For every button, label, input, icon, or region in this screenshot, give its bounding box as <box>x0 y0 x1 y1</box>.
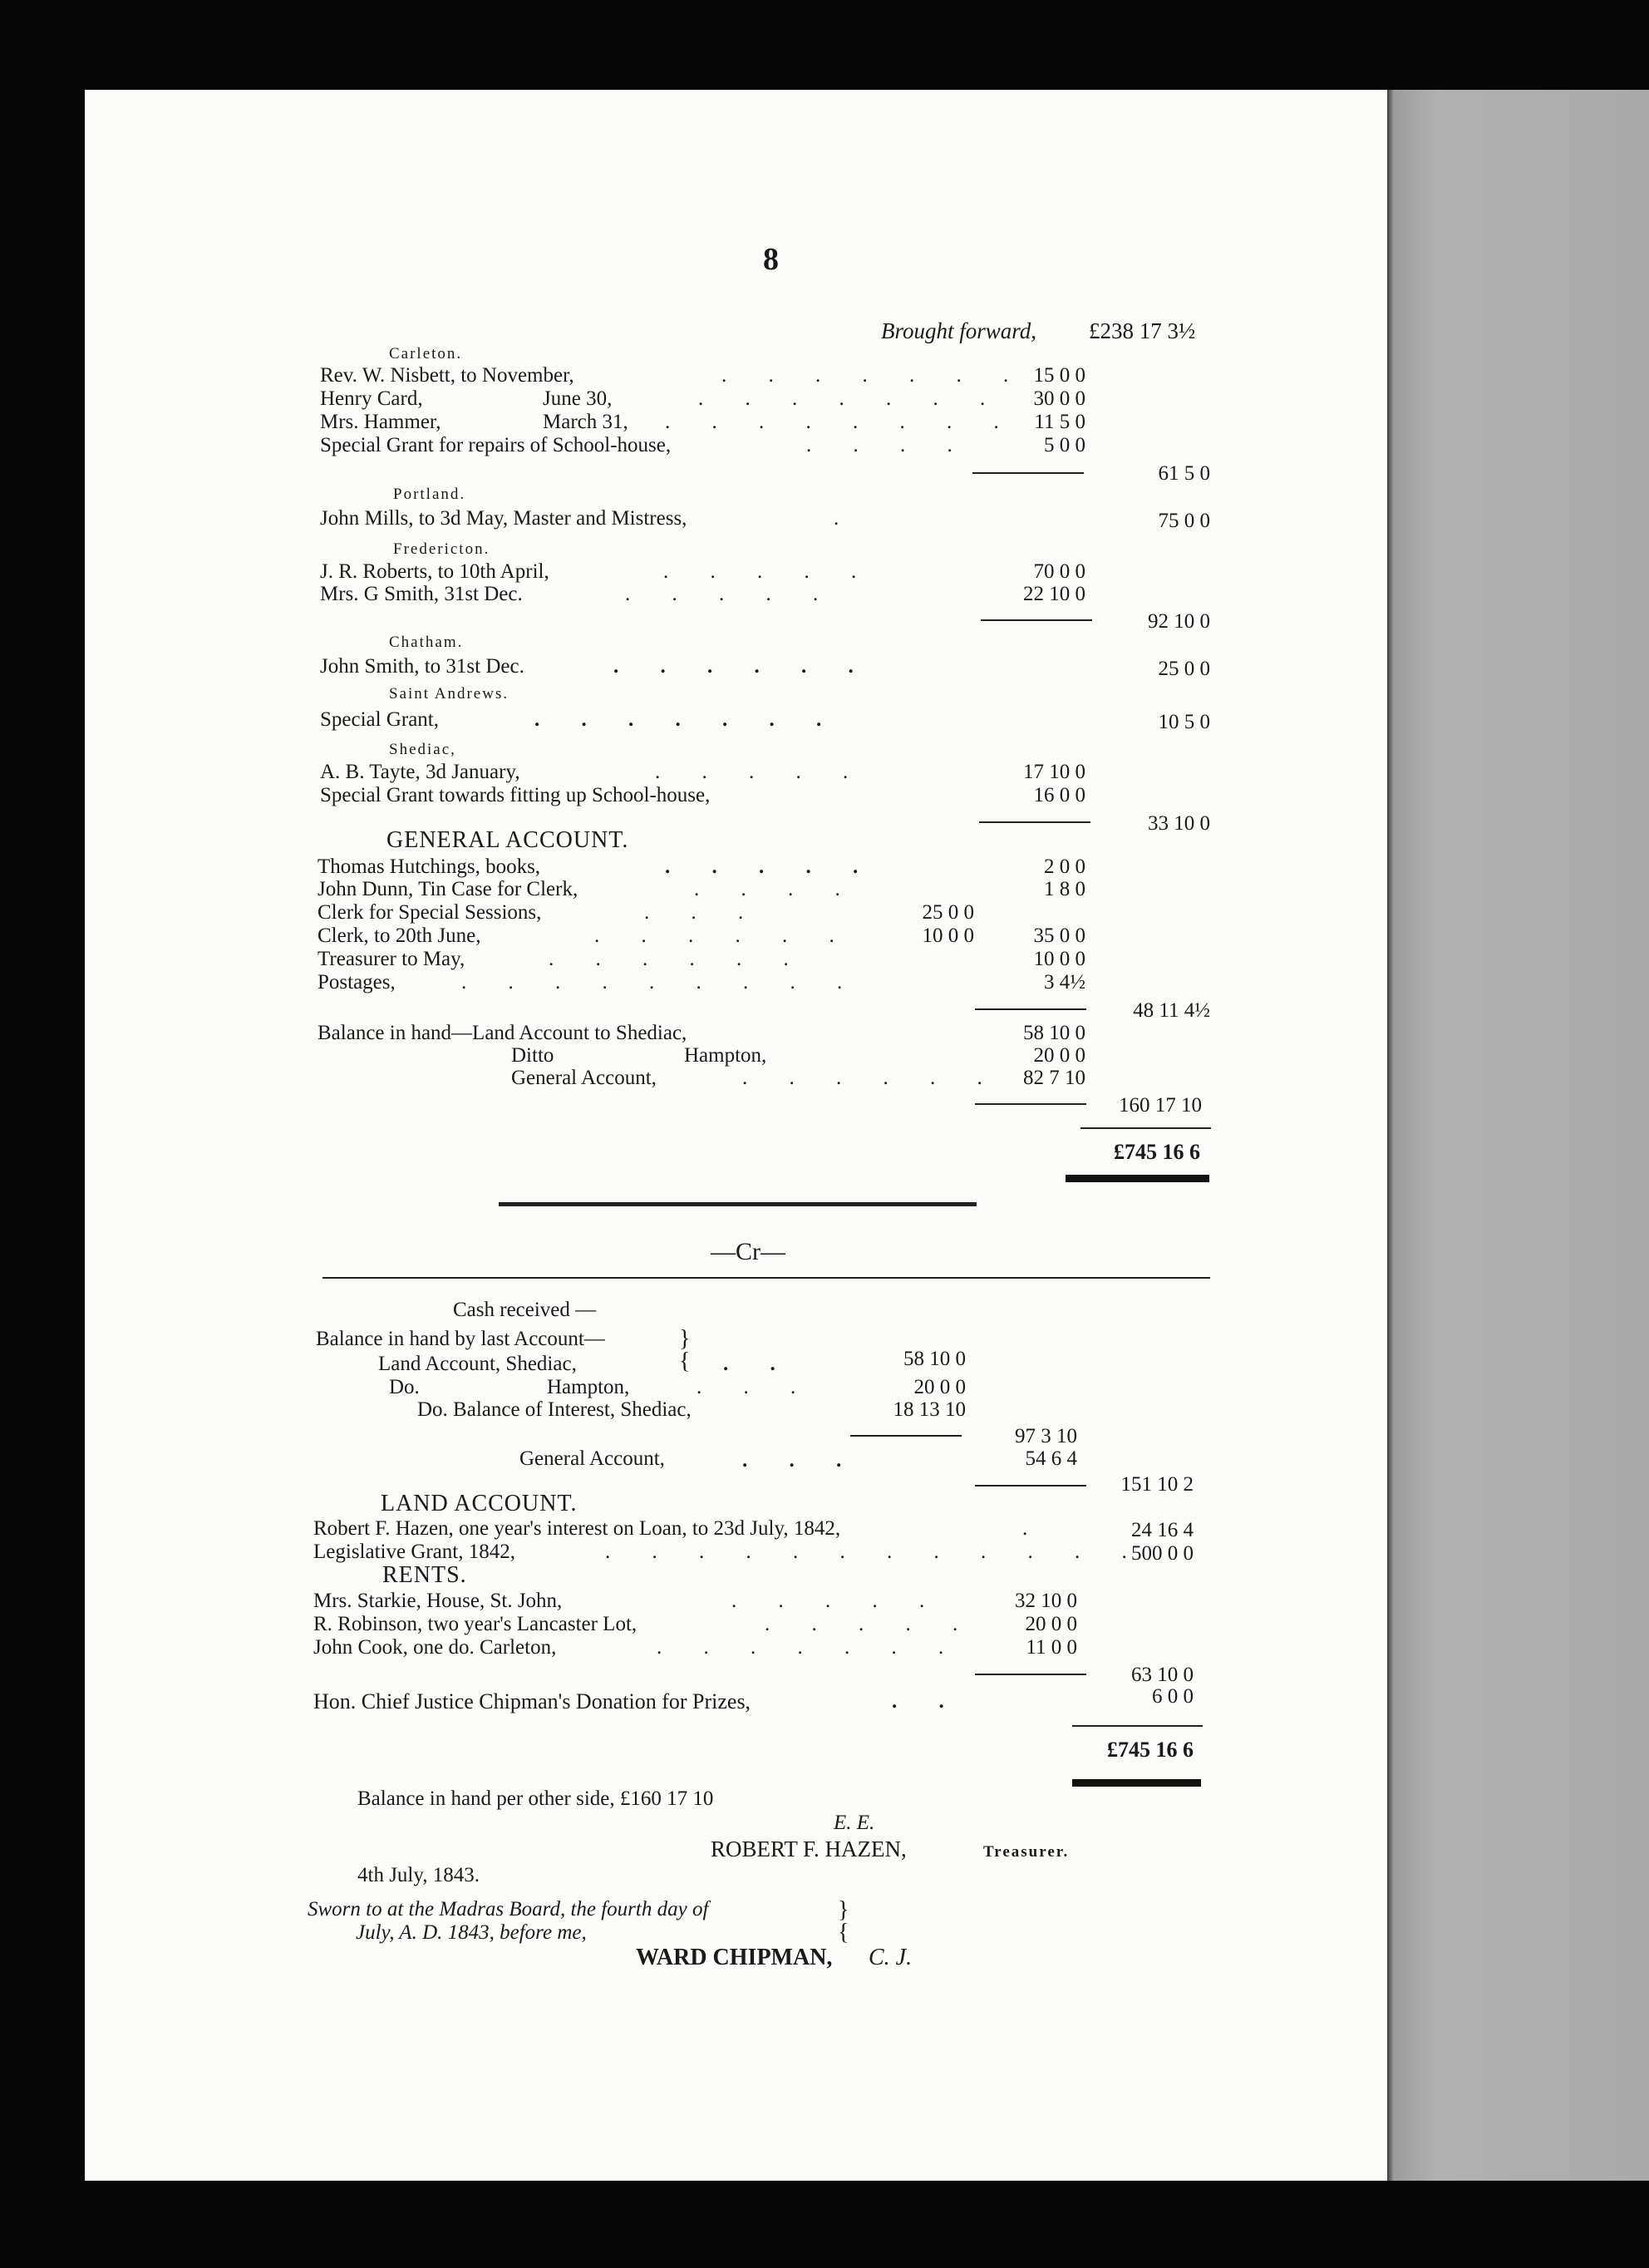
brace: { <box>838 1920 849 1945</box>
subtotal-rule <box>979 821 1090 823</box>
subtotal-rule <box>975 1485 1086 1487</box>
ledger-entry-name: Do. Balance of Interest, Shediac, <box>417 1398 692 1421</box>
ledger-entry-name: Land Account, Shediac, <box>378 1353 577 1375</box>
ledger-entry-name: Special Grant for repairs of School-house, <box>320 434 672 456</box>
section-total: 160 17 10 <box>1119 1094 1202 1117</box>
ledger-entry-amount: 58 10 0 <box>1023 1022 1085 1044</box>
ledger-entry-amount: 70 0 0 <box>1033 560 1085 583</box>
section-total: 500 0 0 <box>1131 1542 1194 1565</box>
ledger-entry-amount: 15 0 0 <box>1033 364 1085 387</box>
ledger-entry-amount: 10 0 0 <box>1033 948 1085 970</box>
ledger-entry-amount: 5 0 0 <box>1044 434 1085 456</box>
ledger-entry-amount: 20 0 0 <box>1033 1044 1085 1067</box>
dotted-leader: . . . <box>742 1449 860 1472</box>
ledger-entry-name: R. Robinson, two year's Lancaster Lot, <box>313 1613 637 1635</box>
ledger-entry-name: Do. <box>389 1376 420 1398</box>
ledger-entry-amount: 82 7 10 <box>1023 1067 1085 1089</box>
subtotal-rule <box>972 472 1084 474</box>
subtotal-rule <box>850 1435 962 1437</box>
ledger-entry-name: Clerk, to 20th June, <box>317 924 481 947</box>
ledger-entry-period: June 30, <box>543 387 613 410</box>
dotted-leader: . . . . . . . <box>721 364 1027 387</box>
dotted-leader: . . . . . . . . . <box>461 971 861 993</box>
brought-forward-amount: £238 17 3½ <box>1089 318 1196 343</box>
subtotal-rule <box>975 1103 1086 1105</box>
dotted-leader: . . . . . . . . <box>665 411 1017 433</box>
dotted-leader: . . . . <box>694 878 859 900</box>
dotted-leader: . . . . . . . . . . . . <box>605 1541 1145 1563</box>
ledger-entry-name: Special Grant towards fitting up School-house, <box>320 784 711 806</box>
ledger-entry-amount: 17 10 0 <box>1023 761 1085 783</box>
credit-rule <box>322 1277 1210 1279</box>
dotted-leader: . . . . . <box>731 1590 943 1612</box>
dotted-leader: . . . . . . <box>594 924 853 947</box>
section-total: 10 5 0 <box>1158 711 1210 733</box>
ledger-entry-amount: 1 8 0 <box>1044 878 1085 900</box>
section-total: 75 0 0 <box>1158 510 1210 532</box>
ledger-entry-amount: 11 5 0 <box>1034 411 1085 433</box>
section-heading-chatham: Chatham. <box>389 634 464 651</box>
section-heading-shediac: Shediac, <box>389 741 456 758</box>
ledger-entry-name: Thomas Hutchings, books, <box>317 855 541 878</box>
balance-last-label: Balance in hand by last Account— <box>316 1328 605 1350</box>
dotted-leader: . . . . . <box>655 761 867 783</box>
ledger-entry-name: Mrs. Hammer, <box>320 411 441 433</box>
ledger-entry-amount: 16 0 0 <box>1033 784 1085 806</box>
section-total: 63 10 0 <box>1131 1664 1194 1686</box>
ledger-entry-name: General Account, <box>519 1447 665 1470</box>
brace: } <box>679 1326 691 1352</box>
ledger-entry-name: Rev. W. Nisbett, to November, <box>320 364 574 387</box>
signer-title: C. J. <box>869 1945 913 1970</box>
section-heading-rents: RENTS. <box>382 1562 467 1588</box>
section-total: 92 10 0 <box>1148 610 1210 633</box>
total-rule <box>1072 1725 1203 1727</box>
dotted-leader: . . . . . . . <box>534 708 840 731</box>
signer-name: WARD CHIPMAN, <box>636 1945 833 1970</box>
ledger-entry-name: John Mills, to 3d May, Master and Mistress, <box>320 507 687 530</box>
section-total: 48 11 4½ <box>1133 999 1210 1022</box>
ledger-entry-amount: 11 0 0 <box>1026 1636 1077 1659</box>
ledger-entry-name: Legislative Grant, 1842, <box>313 1541 515 1563</box>
ledger-entry-name: Clerk for Special Sessions, <box>317 901 542 924</box>
section-heading-fredericton: Fredericton. <box>393 540 490 558</box>
ledger-entry-name: John Cook, one do. Carleton, <box>313 1636 557 1659</box>
report-date: 4th July, 1843. <box>357 1864 480 1886</box>
ledger-entry-name: Mrs. G Smith, 31st Dec. <box>320 583 523 605</box>
section-total: 24 16 4 <box>1131 1519 1194 1541</box>
section-heading-carleton: Carleton. <box>389 345 463 362</box>
treasurer-name: ROBERT F. HAZEN, <box>711 1837 907 1861</box>
ledger-entry-name: J. R. Roberts, to 10th April, <box>320 560 549 583</box>
ledger-entry-name: A. B. Tayte, 3d January, <box>320 761 520 783</box>
dotted-leader: . . . . . . <box>742 1067 1001 1089</box>
dotted-leader: . . <box>892 1690 962 1713</box>
ledger-entry-sub-amount: 18 13 10 <box>893 1398 966 1421</box>
dotted-leader: . . . . . . <box>613 655 872 678</box>
section-separator <box>499 1202 977 1206</box>
dotted-leader: . . . <box>697 1376 815 1398</box>
ledger-entry-name: Henry Card, <box>320 387 423 410</box>
ledger-entry-amount: 35 0 0 <box>1033 924 1085 947</box>
ledger-entry-amount: 30 0 0 <box>1033 387 1085 410</box>
ledger-entry-name: Treasurer to May, <box>317 948 465 970</box>
dotted-leader: . . . . <box>806 434 971 456</box>
section-heading-portland: Portland. <box>393 486 466 503</box>
dotted-leader: . . . . . <box>625 583 837 605</box>
ledger-entry-name: Mrs. Starkie, House, St. John, <box>313 1590 563 1612</box>
ledger-entry-amount: 32 10 0 <box>1015 1590 1077 1612</box>
subtotal-rule <box>975 1008 1086 1010</box>
dotted-leader: . . . . . . . <box>657 1636 962 1659</box>
brace: } <box>838 1897 849 1923</box>
dotted-leader: . . . <box>644 901 762 924</box>
ledger-entry-name: Ditto <box>511 1044 554 1067</box>
double-rule <box>1066 1175 1209 1182</box>
ledger-entry-amount: 97 3 10 <box>1015 1425 1077 1447</box>
dotted-leader: . <box>1022 1517 1028 1540</box>
ee-mark: E. E. <box>834 1812 875 1834</box>
dotted-leader: . . <box>723 1353 794 1375</box>
ledger-entry-amount: 3 4½ <box>1044 971 1085 993</box>
subtotal-rule <box>981 619 1092 621</box>
ledger-entry-place: Hampton, <box>547 1376 630 1398</box>
subtotal-rule <box>975 1674 1086 1675</box>
ledger-entry-place: Hampton, <box>684 1044 767 1067</box>
ledger-entry-sub-amount: 25 0 0 <box>922 901 974 924</box>
brought-forward-label: Brought forward, <box>881 318 1037 343</box>
section-heading-saint-andrews: Saint Andrews. <box>389 685 509 703</box>
section-total: 151 10 2 <box>1120 1473 1194 1496</box>
balance-label: Balance in hand—Land Account to Shediac, <box>317 1022 687 1044</box>
section-total: 25 0 0 <box>1158 658 1210 680</box>
treasurer-title: Treasurer. <box>983 1843 1070 1861</box>
section-heading-general-account: GENERAL ACCOUNT. <box>386 827 629 853</box>
brace: { <box>679 1348 691 1374</box>
dotted-leader: . . . . . . <box>549 948 807 970</box>
section-heading-land-account: LAND ACCOUNT. <box>381 1491 578 1516</box>
ledger-entry-name: Robert F. Hazen, one year's interest on Loan, to 23d July, 1842, <box>313 1517 841 1540</box>
section-total: 61 5 0 <box>1158 462 1210 485</box>
dotted-leader: . <box>834 507 839 530</box>
cash-received-label: Cash received — <box>453 1299 597 1321</box>
dotted-leader: . . . . . <box>765 1613 977 1635</box>
ledger-entry-name: Hon. Chief Justice Chipman's Donation for Prizes, <box>313 1689 751 1713</box>
ledger-entry-name: Special Grant, <box>320 708 440 731</box>
ledger-entry-sub-amount: 10 0 0 <box>922 924 974 947</box>
ledger-entry-period: March 31, <box>543 411 628 433</box>
ledger-entry-name: Postages, <box>317 971 396 993</box>
ledger-entry-amount: 22 10 0 <box>1023 583 1085 605</box>
ledger-entry-sub-amount: 20 0 0 <box>913 1376 966 1398</box>
ledger-entry-sub-amount: 58 10 0 <box>903 1348 966 1370</box>
adjacent-page-edge <box>1387 90 1649 2181</box>
ledger-entry-amount: 2 0 0 <box>1044 855 1085 878</box>
ledger-entry-name: General Account, <box>511 1067 657 1089</box>
ledger-entry-amount: 54 6 4 <box>1025 1447 1077 1470</box>
page-number: 8 <box>763 242 779 277</box>
sworn-line-1: Sworn to at the Madras Board, the fourth day of <box>308 1898 709 1920</box>
ledger-entry-name: John Dunn, Tin Case for Clerk, <box>317 878 578 900</box>
dotted-leader: . . . . . . . <box>698 387 1004 410</box>
section-total: 33 10 0 <box>1148 812 1210 835</box>
section-total: 6 0 0 <box>1152 1685 1194 1708</box>
balance-note: Balance in hand per other side, £160 17 10 <box>357 1787 714 1810</box>
ledger-entry-name: John Smith, to 31st Dec. <box>320 655 524 678</box>
credit-grand-total: £745 16 6 <box>1107 1738 1194 1762</box>
credit-heading: —Cr— <box>711 1238 785 1265</box>
total-rule <box>1080 1127 1211 1129</box>
dotted-leader: . . . . . <box>665 855 877 878</box>
double-rule <box>1072 1779 1201 1787</box>
sworn-line-2: July, A. D. 1843, before me, <box>356 1921 587 1944</box>
dotted-leader: . . . . . <box>663 560 875 583</box>
ledger-entry-amount: 20 0 0 <box>1025 1613 1077 1635</box>
debit-grand-total: £745 16 6 <box>1114 1140 1200 1164</box>
